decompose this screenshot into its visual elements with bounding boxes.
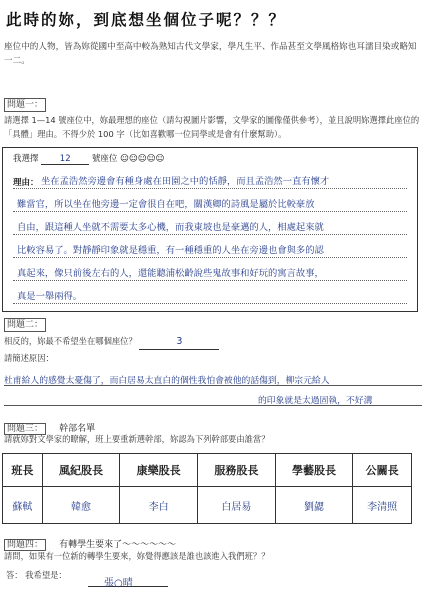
role-cell: 康樂股長 <box>120 454 198 487</box>
q4-answer-label: 答： 我希望是： <box>6 570 67 580</box>
role-cell: 學藝股長 <box>275 454 353 487</box>
q1-rule-6 <box>13 303 407 304</box>
officers-name-row <box>3 487 412 524</box>
intro-paragraph: 座位中的人物，皆為妳從國中至高中較為熟知古代文學家，學凡生平、作品甚至文學風格妳也耳濡目染或略知一二。 <box>4 42 417 66</box>
q1-rule-2 <box>13 211 407 212</box>
name-cell[interactable]: 李白 <box>120 487 198 524</box>
page-title: 此時的妳，到底想坐個位子呢？？？ <box>6 11 287 29</box>
q1-choice-prefix: 我選擇 <box>13 154 39 164</box>
q3-question: 請就妳對文學家的瞭解，班上要重新選幹部，妳認為下列幹部要由誰當？ <box>4 434 270 444</box>
q1-rule-5 <box>13 280 407 281</box>
q4-answer-row <box>6 568 67 582</box>
officers-header-row <box>3 454 412 487</box>
q1-rule-3 <box>13 234 407 235</box>
q1-reason-line: 真起來，像只前後左右的人，還能聽浦松齡說些鬼故事和好玩的寓言故事， <box>17 268 324 279</box>
q1-choice-row <box>13 152 164 165</box>
q1-reason-line: 比較容易了。對靜靜印象就是穩重，有一種穩重的人坐在旁邊也會與多的認 <box>17 245 324 256</box>
q1-reason-line: 難當官，所以坐在他旁邊一定會很自在吧，關漢卿的詩風是屬於比較豪放 <box>17 199 315 210</box>
q1-answer-box <box>2 147 418 312</box>
q2-reason-label: 請簡述原因： <box>4 353 54 363</box>
q3-label: 問題三： <box>4 423 46 435</box>
q1-reason-label: 理由： <box>13 178 39 188</box>
q1-label: 問題一： <box>4 98 46 112</box>
name-cell[interactable]: 蘇軾 <box>3 487 43 524</box>
q1-choice-suffix: 號座位 <box>91 154 118 164</box>
q1-rule-1 <box>13 188 407 189</box>
q1-reason-line: 坐在孟浩然旁邊會有種身處在田園之中的恬靜，而且孟浩然一直有懷才 <box>41 176 330 187</box>
q1-choice-marks: ☺☺☺☺☺ <box>120 154 165 164</box>
q2-answer[interactable]: 3 <box>139 335 219 350</box>
q4-label: 問題四： <box>4 539 46 551</box>
q1-choice-value[interactable]: 12 <box>41 154 89 165</box>
role-cell: 風紀股長 <box>42 454 120 487</box>
name-cell[interactable]: 韓愈 <box>42 487 120 524</box>
q4-question: 請問，如果有一位新的轉學生要來，妳覺得應該是誰也該進入我們班？？ <box>4 551 270 561</box>
q4-heading: 有轉學生要來了～～～～～～ <box>59 540 177 550</box>
name-cell[interactable]: 白居易 <box>198 487 276 524</box>
q2-label: 問題二： <box>4 318 46 332</box>
role-cell: 服務股長 <box>198 454 276 487</box>
name-cell[interactable]: 李清照 <box>353 487 412 524</box>
q2-question-row <box>4 334 219 350</box>
q1-reason-line: 真是一舉兩得。 <box>17 291 83 302</box>
q2-reason-line: 杜甫給人的感覺太憂傷了，而白居易太直白的個性我怕會被他的話傷到，柳宗元給人 <box>4 376 330 386</box>
name-cell[interactable]: 劉勰 <box>275 487 353 524</box>
q1-reason-line: 自由，跟這種人坐就不需要太多心機，而我東坡也是豪邁的人，相處起來就 <box>17 222 324 233</box>
q1-rule-4 <box>13 257 407 258</box>
q2-reason-line: 的印象就是太過固執，不好溝 <box>258 396 373 406</box>
q3-heading: 幹部名單 <box>59 424 96 434</box>
role-cell: 公關長 <box>353 454 412 487</box>
role-cell: 班長 <box>3 454 43 487</box>
q4-answer-value[interactable]: 張○晴 <box>104 578 133 589</box>
officers-table <box>2 453 412 524</box>
q1-question: 請選擇 1—14 號座位中，妳最理想的座位（請勾視圖片影響，文學家的圖像僅供參考），並且說明妳選擇此座位的「具體」理由。不得少於 100 字（比如喜歡哪一位同學或是會有什麼幫助）。 <box>4 115 420 139</box>
q2-question: 相反的，妳最不希望坐在哪個座位？ <box>4 336 137 346</box>
